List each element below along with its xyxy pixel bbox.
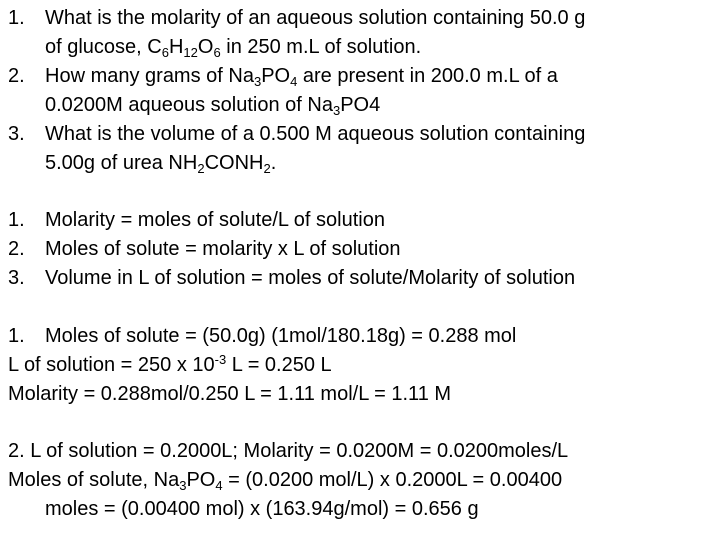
- solution-1-line-1: [8, 324, 516, 348]
- question-number: 1.: [8, 7, 25, 29]
- text-run: CONH: [204, 152, 264, 174]
- solution-number: 1.: [8, 325, 25, 347]
- formula-1: [8, 208, 385, 232]
- subscript: 3: [253, 74, 262, 89]
- text-run: L = 0.250 L: [226, 354, 332, 376]
- text-run: = (0.0200 mol/L) x 0.2000L = 0.00400: [222, 469, 563, 491]
- solution-1-line-2: [8, 353, 332, 377]
- text-run: 0.0200M aqueous solution of Na: [45, 94, 333, 116]
- text-run: PO: [186, 469, 216, 491]
- formula-2: [8, 237, 401, 261]
- question-3-line-2: [45, 151, 276, 175]
- text-run: are present in 200.0 m.L of a: [297, 65, 558, 87]
- subscript: 6: [161, 45, 169, 60]
- formula-text: Volume in L of solution = moles of solute/Molarity of solution: [45, 267, 576, 289]
- text-run: How many grams of Na: [45, 65, 254, 87]
- subscript: 2: [263, 161, 271, 176]
- text-run: PO: [261, 65, 291, 87]
- question-2-line-1: [8, 64, 558, 88]
- superscript: -3: [214, 352, 227, 367]
- text-run: L of solution = 250 x 10: [8, 354, 215, 376]
- question-3-line-1: [8, 122, 585, 146]
- solution-text: Molarity = 0.288mol/0.250 L = 1.11 mol/L = 1.11 M: [8, 383, 452, 405]
- text-run: .: [270, 152, 277, 174]
- text-run: H: [168, 36, 184, 58]
- formula-number: 1.: [8, 209, 25, 231]
- subscript: 4: [215, 478, 223, 493]
- question-number: 3.: [8, 123, 25, 145]
- subscript: 6: [213, 45, 221, 60]
- formula-number: 2.: [8, 238, 25, 260]
- formula-text: Molarity = moles of solute/L of solution: [45, 209, 385, 231]
- solution-1-line-3: [8, 382, 451, 406]
- solution-2-line-2: [8, 468, 562, 492]
- formula-number: 3.: [8, 267, 25, 289]
- subscript: 12: [183, 45, 198, 60]
- question-1-line-2: [45, 35, 421, 59]
- solution-2-line-1: [8, 439, 568, 463]
- subscript: 3: [332, 103, 341, 118]
- text-run: O: [197, 36, 214, 58]
- question-1-line-1: [8, 6, 585, 30]
- subscript: 2: [197, 161, 205, 176]
- formula-3: [8, 266, 575, 290]
- formula-text: Moles of solute = molarity x L of solution: [45, 238, 401, 260]
- text-run: Moles of solute, Na: [8, 469, 180, 491]
- text-run: in 250 m.L of solution.: [220, 36, 422, 58]
- question-2-line-2: [45, 93, 380, 117]
- subscript: 3: [179, 478, 187, 493]
- solution-text: Moles of solute = (50.0g) (1mol/180.18g) = 0.288 mol: [45, 325, 517, 347]
- question-text: What is the molarity of an aqueous solution containing 50.0 g: [45, 7, 586, 29]
- text-run: 5.00g of urea NH: [45, 152, 198, 174]
- solution-text: 2. L of solution = 0.2000L; Molarity = 0.0200M = 0.0200moles/L: [8, 440, 569, 462]
- solution-2-line-3: [45, 497, 479, 521]
- subscript: 4: [290, 74, 298, 89]
- solution-text: moles = (0.00400 mol) x (163.94g/mol) = 0.656 g: [45, 498, 479, 520]
- question-number: 2.: [8, 65, 25, 87]
- text-run: PO4: [340, 94, 381, 116]
- text-run: of glucose, C: [45, 36, 162, 58]
- question-text: What is the volume of a 0.500 M aqueous solution containing: [45, 123, 586, 145]
